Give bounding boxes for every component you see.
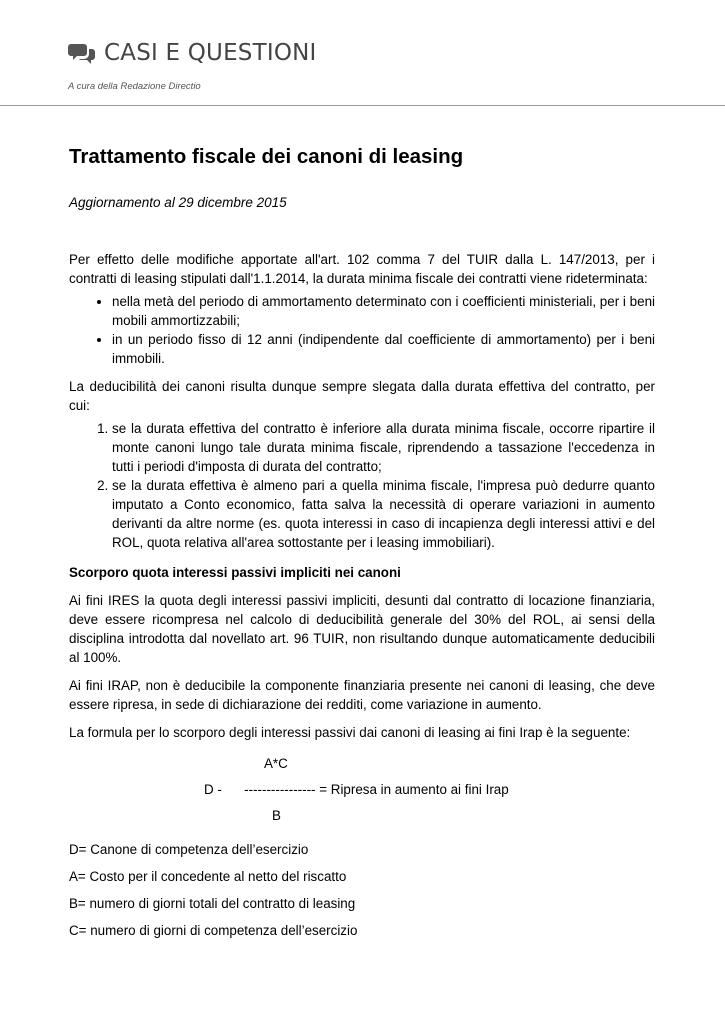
paragraph: Ai fini IRES la quota degli interessi passivi impliciti, desunti dal contratto di locazione finanziaria, deve essere ricompresa nel calcolo di deducibilità generale del 30% del ROL, ai sensi della disciplina introdotta dal novellato art. 96 TUIR, non risultando dunque automaticamente deducibili al 100%. xyxy=(69,593,655,665)
list-item: 2. se la durata effettiva è almeno pari a quella minima fiscale, l'impresa può dedurre quanto imputato a Conto economico, fatta salva la necessità di operare variazioni in aumento derivanti da altre norme (es. quota interessi in caso di incapienza degli interessi attivi e del ROL, quota relativa all'area sottostante per i leasing immobiliari). xyxy=(112,476,655,552)
formula-numerator: A*C xyxy=(264,756,288,771)
article-title: Trattamento fiscale dei canoni di leasing xyxy=(69,145,464,168)
list-item: • in un periodo fisso di 12 anni (indipendente dal coefficiente di ammortamento) per i beni immobili. xyxy=(112,330,655,368)
definition-item: B= numero di giorni totali del contratto di leasing xyxy=(69,896,356,911)
chat-bubbles-icon xyxy=(68,41,96,65)
list-item: 1. se la durata effettiva del contratto è inferiore alla durata minima fiscale, occorre ripartire il monte canoni lungo tale durata minima fiscale, riprendendo a tassazione l'eccedenza in tutti i periodi d'imposta di durata del contratto; xyxy=(112,419,655,476)
definition-item: A= Costo per il concedente al netto del riscatto xyxy=(69,869,347,884)
numbered-list xyxy=(69,419,655,552)
header-title: CASI E QUESTIONI xyxy=(104,40,317,66)
paragraph: La formula per lo scorporo degli interessi passivi dai canoni di leasing ai fini Irap è la seguente: xyxy=(69,725,631,740)
paragraph: Ai fini IRAP, non è deducibile la componente finanziaria presente nei canoni di leasing, che deve essere ripresa, in sede di dichiarazione dei redditi, come variazione in aumento. xyxy=(69,678,655,712)
header-divider xyxy=(0,105,725,106)
header-subtitle: A cura della Redazione Directio xyxy=(68,81,201,92)
paragraph: La deducibilità dei canoni risulta dunque sempre slegata dalla durata effettiva del contratto, per cui: xyxy=(69,379,655,413)
brand xyxy=(68,40,317,66)
definition-item: D= Canone di competenza dell’esercizio xyxy=(69,842,309,857)
formula-line: D - ---------------- = Ripresa in aumento ai fini Irap xyxy=(204,782,509,797)
intro-paragraph: Per effetto delle modifiche apportate all'art. 102 comma 7 del TUIR dalla L. 147/2013, per i contratti di leasing stipulati dall'1.1.2014, la durata minima fiscale dei contratti viene rideterminata: xyxy=(69,252,655,286)
formula xyxy=(69,750,655,832)
article-date: Aggiornamento al 29 dicembre 2015 xyxy=(69,195,287,210)
bullet-list xyxy=(69,292,655,368)
formula-denominator: B xyxy=(272,808,281,823)
page-header xyxy=(0,0,725,106)
definition-item: C= numero di giorni di competenza dell’esercizio xyxy=(69,923,358,938)
article xyxy=(69,145,655,940)
section-subheading: Scorporo quota interessi passivi impliciti nei canoni xyxy=(69,565,401,580)
definitions xyxy=(69,840,655,940)
list-item: • nella metà del periodo di ammortamento determinato con i coefficienti ministeriali, per i beni mobili ammortizzabili; xyxy=(112,292,655,330)
